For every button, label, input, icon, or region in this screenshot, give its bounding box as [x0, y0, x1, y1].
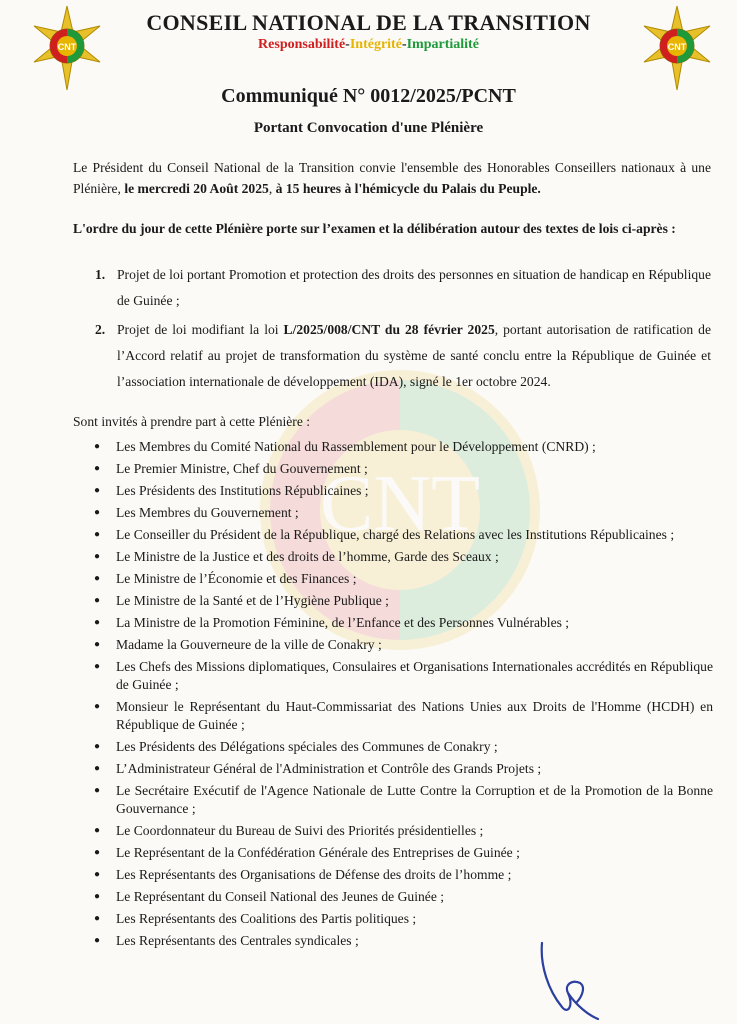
invitee-item: ● Les Présidents des Institutions Républicaines ; [73, 482, 713, 500]
motto-separator: - [345, 37, 350, 52]
agenda-item [73, 317, 711, 395]
invitees-list [73, 438, 713, 954]
signature [528, 935, 608, 1020]
agenda-number: 1. [95, 267, 106, 282]
invitee-item: ● Les Présidents des Délégations spéciales des Communes de Conakry ; [73, 738, 713, 756]
motto-responsabilite: Responsabilité [258, 37, 346, 52]
svg-text:CNT: CNT [57, 42, 77, 52]
agenda-text: , portant autorisation de ratification de l’Accord relatif au projet de transformation du système de santé conclu entre la République de Guinée et l’association internationale de développement (IDA), signé le 1er octobre 2024. [117, 322, 711, 389]
intro-comma: , [268, 181, 276, 196]
organization-name: CONSEIL NATIONAL DE LA TRANSITION [146, 10, 591, 35]
communique-title: Communiqué N° 0012/2025/PCNT [221, 85, 516, 107]
intro-time-place: à 15 heures à l'hémicycle du Palais du Peuple. [275, 181, 541, 196]
motto-impartialite: Impartialité [406, 37, 479, 52]
invitee-item: ● La Ministre de la Promotion Féminine, de l’Enfance et des Personnes Vulnérables ; [73, 614, 713, 632]
invitee-item: ● Le Ministre de la Santé et de l’Hygiène Publique ; [73, 592, 713, 610]
invitee-item: ● Monsieur le Représentant du Haut-Commissariat des Nations Unies aux Droits de l'Homme (HCDH) en République de Guinée ; [73, 698, 713, 734]
invitee-item: ● Les Chefs des Missions diplomatiques, Consulaires et Organisations Internationales accrédités en République de Guinée ; [73, 658, 713, 694]
invites-heading: Sont invités à prendre part à cette Plénière : [73, 414, 311, 429]
motto-integrite: Intégrité [349, 37, 402, 52]
motto [0, 37, 737, 53]
agenda-text: Projet de loi modifiant la loi [117, 322, 284, 337]
letterhead [0, 10, 737, 53]
invitee-item: ● Madame la Gouverneure de la ville de Conakry ; [73, 636, 713, 654]
agenda-heading: L'ordre du jour de cette Plénière porte sur l’examen et la délibération autour des textes de lois ci-après : [73, 221, 676, 236]
invitee-item: ● Le Premier Ministre, Chef du Gouvernement ; [73, 460, 713, 478]
invitee-item: ● Les Représentants des Centrales syndicales ; [73, 932, 713, 950]
invitee-item: ● Le Représentant de la Confédération Générale des Entreprises de Guinée ; [73, 844, 713, 862]
svg-text:CNT: CNT [320, 460, 480, 548]
intro-text: Le Président du Conseil National de la Transition convie l'ensemble des Honorables Conseillers nationaux à une Plénière, [73, 160, 711, 196]
invitee-item: ● Les Représentants des Coalitions des Partis politiques ; [73, 910, 713, 928]
invitee-item: ● Le Coordonnateur du Bureau de Suivi des Priorités présidentielles ; [73, 822, 713, 840]
agenda-item [73, 262, 711, 314]
communique-subtitle: Portant Convocation d'une Plénière [253, 120, 484, 136]
invitee-item: ● Le Représentant du Conseil National des Jeunes de Guinée ; [73, 888, 713, 906]
invitee-item: ● Le Conseiller du Président de la République, chargé des Relations avec les Institutions Républicaines ; [73, 526, 713, 544]
invitee-item: ● Le Ministre de la Justice et des droits de l’homme, Garde des Sceaux ; [73, 548, 713, 566]
agenda-list [73, 262, 711, 398]
agenda-number: 2. [95, 322, 106, 337]
svg-text:CNT: CNT [667, 42, 687, 52]
motto-separator: - [401, 37, 407, 52]
intro-paragraph [73, 157, 711, 199]
law-reference: L/2025/008/CNT du 28 février 2025 [283, 322, 495, 337]
agenda-text: Projet de loi portant Promotion et protection des droits des personnes en situation de handicap en République de Guinée ; [117, 267, 711, 308]
intro-date: le mercredi 20 Août 2025 [124, 181, 269, 196]
invitee-item: ● Les Représentants des Organisations de Défense des droits de l’homme ; [73, 866, 713, 884]
invitee-item: ● Les Membres du Comité National du Rassemblement pour le Développement (CNRD) ; [73, 438, 713, 456]
invitee-item: ● Le Secrétaire Exécutif de l'Agence Nationale de Lutte Contre la Corruption et de la Promotion de la Bonne Gouvernance ; [73, 782, 713, 818]
invitee-item: ● Le Ministre de l’Économie et des Finances ; [73, 570, 713, 588]
invitee-item: ● Les Membres du Gouvernement ; [73, 504, 713, 522]
invitee-item: ● L’Administrateur Général de l'Administration et Contrôle des Grands Projets ; [73, 760, 713, 778]
